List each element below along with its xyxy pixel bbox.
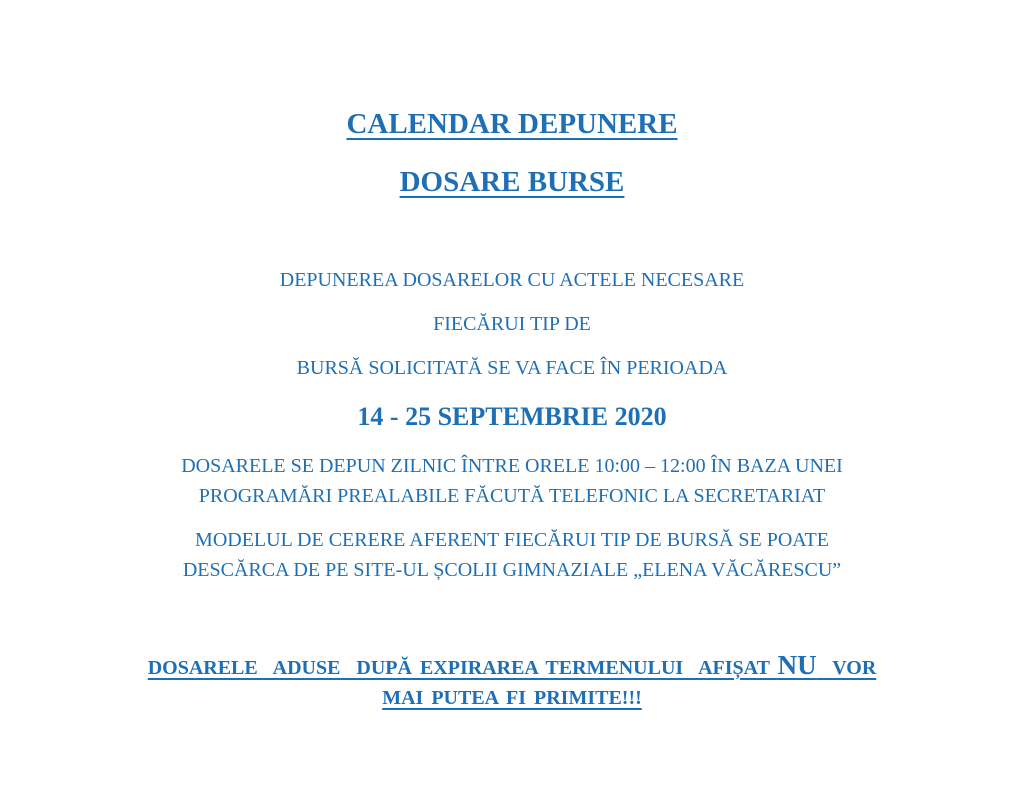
warning-text-start: DOSARELE ADUSE DUPĂ EXPIRAREA TERMENULUI AFIȘAT: [147, 657, 778, 679]
schedule-line-2: PROGRAMĂRI PREALABILE FĂCUTĂ TELEFONIC LA SECRETARIAT: [198, 485, 826, 507]
warning-line-2: MAI PUTEA FI PRIMITE!!!: [382, 687, 642, 709]
warning-line-1: [0, 650, 1024, 681]
intro-line-3: BURSĂ SOLICITATĂ SE VA FACE ÎN PERIOADA: [296, 357, 728, 379]
intro-line-2: FIECĂRUI TIP DE: [433, 313, 591, 335]
model-line-2: DESCĂRCA DE PE SITE-UL ȘCOLII GIMNAZIALE „ELENA VĂCĂRESCU”: [182, 559, 842, 581]
schedule-line-1: DOSARELE SE DEPUN ZILNIC ÎNTRE ORELE 10:00 – 12:00 ÎN BAZA UNEI: [181, 455, 843, 477]
warning-emphasis-nu: NU: [777, 650, 817, 680]
warning-text-end: VOR: [816, 657, 877, 679]
submission-period: 14 - 25 SEPTEMBRIE 2020: [357, 402, 667, 431]
title-line-1: CALENDAR DEPUNERE: [346, 108, 678, 140]
intro-line-1: DEPUNEREA DOSARELOR CU ACTELE NECESARE: [279, 269, 745, 291]
model-line-1: MODELUL DE CERERE AFERENT FIECĂRUI TIP DE BURSĂ SE POATE: [195, 529, 829, 551]
title-line-2: DOSARE BURSE: [399, 166, 625, 198]
